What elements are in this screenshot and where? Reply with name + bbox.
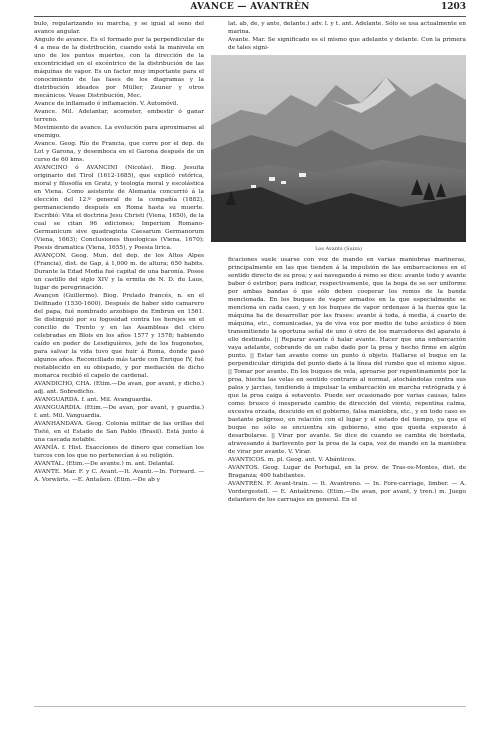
entry: AVANHANDAVA. Geog. Colonia militar de las orillas del Tieté, en el Estado de San Pablo (Brasil). Está junto á una cascada notable. — [34, 421, 204, 443]
entry: AVANÍA. f. Hist. Exacciones de dinero que cometían los turcos con los que no pertenecían á su religión. — [34, 445, 204, 459]
photo-caption: Los Avants (Suiza) — [315, 246, 362, 252]
entry: AVANÇON. Geog. Mun. del dep. de los Altos Alpes (Francia), dist. de Gap, á 1,000 m. de altura; 650 habits. Durante la Edad Media fué capital de una baronía. Posee un castillo del siglo XIV y la ermita de N. D. du Laus, lugar de peregrinación. — [34, 253, 204, 291]
entry: AVANDICHO, CHA. (Etim.—De avan, por avant, y dicho.) adj. ant. Sobredicho. — [34, 381, 204, 395]
entry: AVANTICOS. m. pl. Geog. ant. V. Abánticos. — [228, 457, 357, 463]
mountain-landscape-photo — [211, 55, 466, 242]
entry: bulo, regularizando su marcha, y se igual al seno del avance angular. — [34, 21, 204, 35]
entry: AVANTRÈN. F. Avant-train. — It. Avantreno. — In. Fore-carriage, limber. — A. Vordergestell. — E. Antaŭtreno. (Etim.—De avan, por avant, y tren.) m. Juego delantero de los carruajes en general. En el — [228, 481, 466, 503]
page-header — [34, 2, 466, 16]
entry: ficaciones suele usarse con voz de mando en varias maniobras marineras, principalmente en las que tienden á la impulsión de las embarcaciones en el sentido directo de su proa; y así navegando á remo se dice: avante todo y avante babor ó estribor, para indicar, respectivamente, que la boga de se ser uniforme por ambas bandas ó que sólo deben cooperar los remos de la banda mencionada. En los buques de vapor armados en la que especialmente se menciona en cada caso, y en los buques de vapor ordenase á la fuerza que la máquina ha de desarrollar por las frases: avante á toda, á media, á cuarto de máquina, etc., comunicadas, ya de viva voz por medio de tubo acústico ó bien transmitiendo la oportuna señal de uno ó otro de los marcadores del aparato á ello destinado. || Reparar avante ó halar avante. Hacer que una embarcación vaya adelante, cobrando de un cabo dado por la proa y hecho firme en algún punto. || Estar tan avante como un punto ú objeto. Hallarse el buque en la perpendicular dirigida del punto dado á la línea del rumbo que el mismo sigue. || Tomar por avante. En los buques de vela, aproarse por repentinamente por la proa, hiecha las velas en sentido contrario al normal, atochándolas contra sus palos y jarcias, tendiendo á impulsar la embarcación en marcha retrógrada y á que la proa caiga á sotavento. Puede ser ocasionado por varias causas, tales como: brusco ó inesperado cambio de dirección del viento, repentina calma, excesiva orzada, descuido en el gobierno, falsa maniobra, etc., y en todo caso es bastante peligroso, en relación con el lugar y el estado del tiempo, ya que el buque no sólo se encuentra sin gobierno, sino que queda expuesto á desarbolarse. || Virar por avante. Se dice de cuando se cambia de bordada, atravesando á barlovento por la proa de la capa, voz de mando en la maniobra de virar por avante. V. Virar. — [228, 257, 466, 455]
entry: Avance. Mil. Adelantar, acometer, embestir ó ganar terreno. — [34, 109, 204, 123]
entry: AVANTAL. (Etim.—De avante.) m. ant. Delantal. — [34, 461, 175, 467]
right-column-bottom — [228, 256, 466, 706]
left-column — [34, 20, 204, 706]
right-column-top — [228, 20, 466, 52]
entry: Avance. Geog. Río de Francia, que corre por el dep. de Lot y Garona, y desemboca en el Garona después de un curso de 60 kms. — [34, 141, 204, 163]
entry: AVANCINO ó AVANCINI (Nicolás). Biog. Jesuita originario del Tirol (1612-1685), que explicó retórica, moral y filosofía en Gratz, y teología moral y escolástica en Viena. Como asistente de Alemania concurrió á la elección del 12.º general de la compañía (1882), permaneciendo después en Roma hasta su muerte. Escribió: Vita et doctrina Jesu Christi (Viena, 1650), de la cual se citan 96 ediciones; Imperium Romano-Germanicum sive quadraginta Caesarum Germanorum (Viena, 1663); Conclusiones theologicas (Viena, 1670); Poesis dramatica (Viena, 1655), y Poesia lirica. — [34, 165, 204, 251]
entry: AVANTOS. Geog. Lugar de Portugal, en la prov. de Tras-os-Montes, dist. de Braganza; 400 habitantes. — [228, 465, 466, 479]
entry: Avante. Mar. Se significado es el mismo que adelante y delante. Con la primera de tales signi- — [228, 37, 466, 51]
entry: Avançon (Guillermo). Biog. Prelado francés, n. en el Delfinado (1530-1600). Después de haber sido camarero del papa, fué nombrado arzobispo de Embrun en 1561. Se distinguió por su fogosidad contra los herejes en el concilio de Trento y en las Asambleas del clero celebradas en Blois en los años 1577 y 1578; habiendo caído en poder de Lesdiguières, jefe de los hugonotes, para salvar la vida tuvo que huir á Roma, donde pasó algunos años. Reconciliado más tarde con Enrique IV, fué restablecido en su obispado, y por mediación de dicho monarca recibió el capelo de cardenal. — [34, 293, 204, 379]
page-number: 1203 — [440, 2, 466, 12]
header-rule — [34, 16, 466, 17]
entry: Movimiento de avance. La evolución para aproximarse al enemigo. — [34, 125, 204, 139]
footer-rule — [34, 706, 466, 707]
entry: Avance de inflamado ó inflamación. V. Automóvil. — [34, 101, 179, 107]
entry: AVANTE. Mar. F. y C. Avant.—It. Avanti.—In. Forward. —A. Vorwärts. —E. Antaŭen. (Etim.—De ab y — [34, 469, 204, 483]
entry: Angulo de avance. Es el formado por la perpendicular de 4 a mea de la distribución, cuando está la manivela en uno de los puntos muertos, con la dirección de la excentricidad en el excéntrico de la distribución de las máquinas de vapor. Es un factor muy importante para el conocimiento de las fases de los diagramas y la distribución ideados por Müller, Zeuner y otros mecánicos. Vease Distribución, Mec. — [34, 37, 204, 99]
entry: AVANGUARDIA. (Etim.—De avan, por avant, y guardia.) f. ant. Mil. Vanguardia. — [34, 405, 204, 419]
entry: lat. ab, de, y ante, delante.) adv. l. y t. ant. Adelante. Sólo se usa actualmente en marina. — [228, 21, 466, 35]
running-title: AVANCE — AVANTRÈN — [190, 2, 310, 12]
entry: AVANGUARDA. f. ant. Mil. Avanguardia. — [34, 397, 153, 403]
